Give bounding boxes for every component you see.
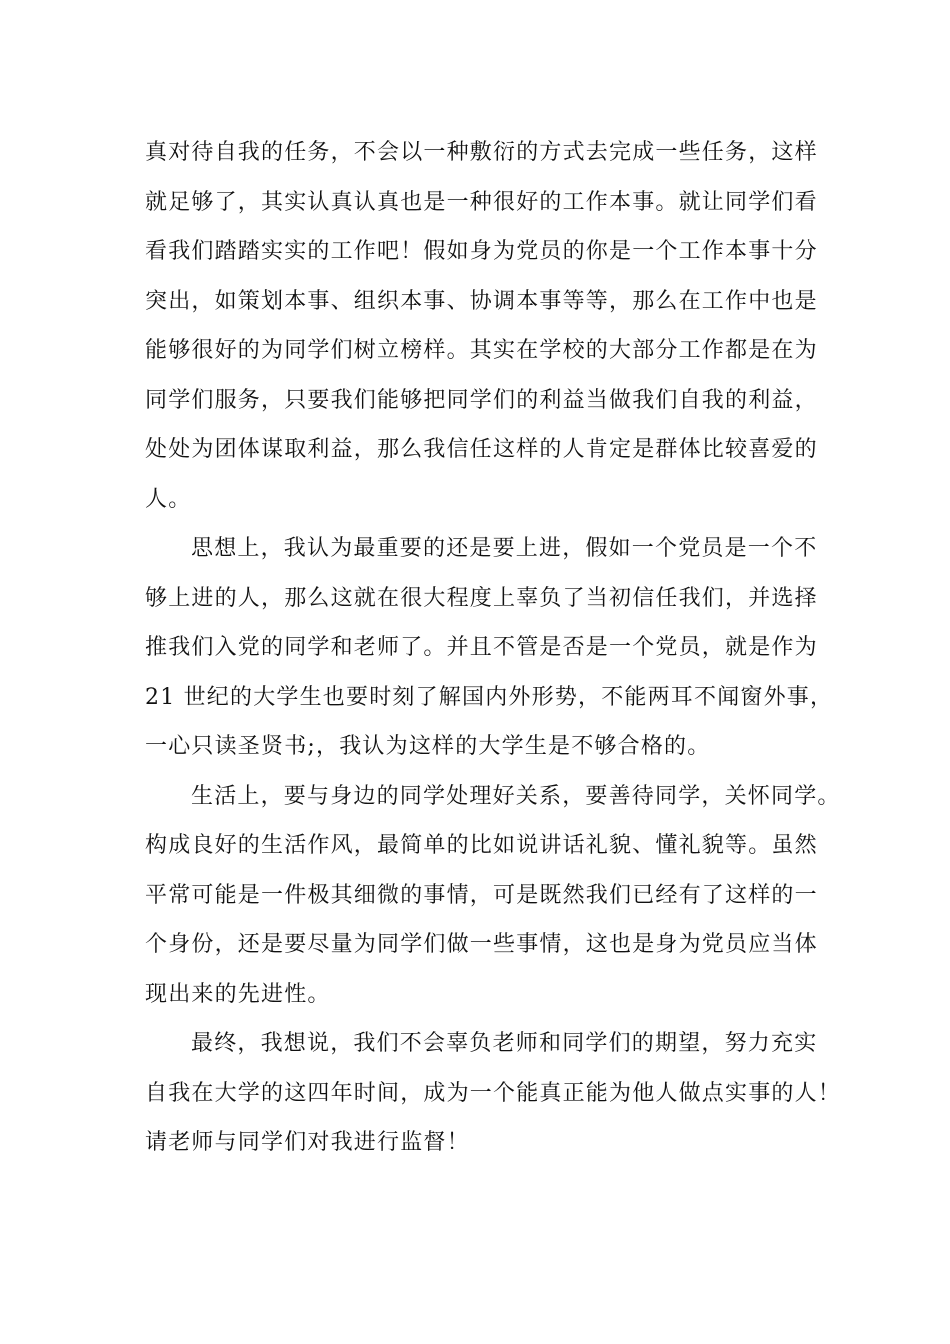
text-line: 自我在大学的这四年时间，成为一个能真正能为他人做点实事的人！ — [145, 1080, 842, 1106]
text-line: 同学们服务，只要我们能够把同学们的利益当做我们自我的利益， — [145, 387, 818, 413]
text-line: 能够很好的为同学们树立榜样。其实在学校的大部分工作都是在为 — [145, 338, 818, 363]
text-line: 一心只读圣贤书;，我认为这样的大学生是不够合格的。 — [145, 734, 711, 759]
text-line: 够上进的人，那么这就在很大程度上辜负了当初信任我们，并选择 — [145, 585, 818, 611]
paragraph-start-line: 生活上，要与身边的同学处理好关系，要善待同学，关怀同学。 — [191, 783, 841, 809]
text-line: 请老师与同学们对我进行监督！ — [145, 1130, 470, 1155]
paragraph-start-line: 思想上，我认为最重要的还是要上进，假如一个党员是一个不 — [191, 536, 818, 561]
paragraph-start-line: 最终，我想说，我们不会辜负老师和同学们的期望，努力充实 — [191, 1031, 818, 1056]
text-line: 处处为团体谋取利益，那么我信任这样的人肯定是群体比较喜爱的 — [145, 437, 818, 462]
text-line: 看我们踏踏实实的工作吧！假如身为党员的你是一个工作本事十分 — [145, 239, 818, 264]
text-line: 推我们入党的同学和老师了。并且不管是否是一个党员，就是作为 — [145, 635, 818, 660]
text-line: 平常可能是一件极其细微的事情，可是既然我们已经有了这样的一 — [145, 882, 818, 908]
text-line: 突出，如策划本事、组织本事、协调本事等等，那么在工作中也是 — [145, 288, 818, 314]
text-line: 就足够了，其实认真认真也是一种很好的工作本事。就让同学们看 — [145, 189, 818, 215]
text-line: 构成良好的生活作风，最简单的比如说讲话礼貌、懂礼貌等。虽然 — [145, 833, 818, 858]
text-line: 现出来的先进性。 — [145, 981, 331, 1007]
document-body — [145, 128, 842, 1168]
text-line: 真对待自我的任务，不会以一种敷衍的方式去完成一些任务，这样 — [145, 140, 818, 165]
text-line: 人。 — [145, 486, 192, 512]
text-line: 个身份，还是要尽量为同学们做一些事情，这也是身为党员应当体 — [145, 932, 818, 957]
text-line: 21 世纪的大学生也要时刻了解国内外形势，不能两耳不闻窗外事， — [145, 684, 834, 710]
